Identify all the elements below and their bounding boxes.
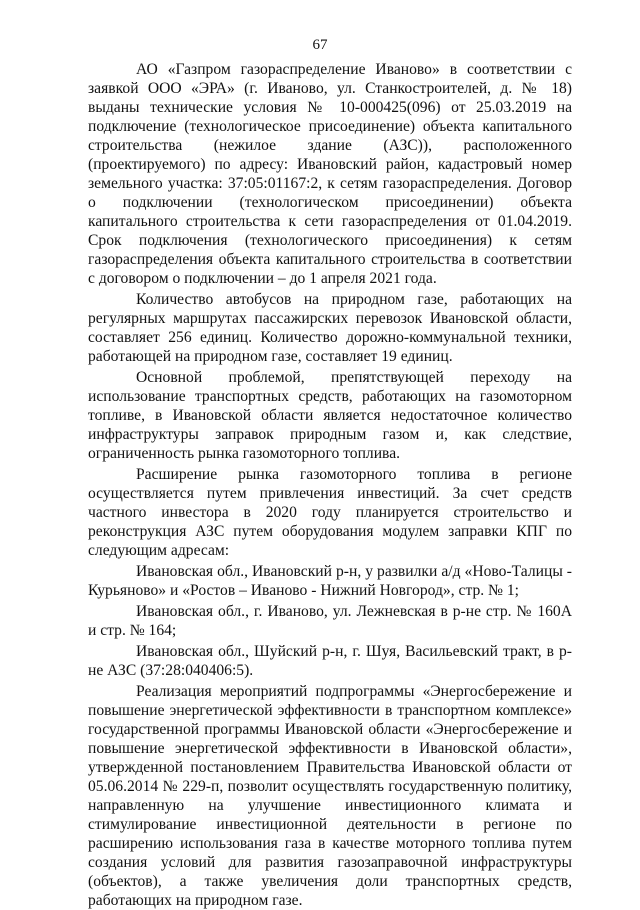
page-number: 67: [312, 37, 328, 53]
paragraph-gas-buses-count: Количество автобусов на природном газе, работающих на регулярных маршрутах пассажирских перевозок Ивановской области, составляет 256 единиц. Количество дорожно-коммунальной техники, работающей на природном газе, составляет 19 единиц.: [88, 291, 572, 365]
paragraph-subprogram-implementation: Реализация мероприятий подпрограммы «Энергосбережение и повышение энергетической эффективности в транспортном комплексе» государственной программы Ивановской области «Энергосбережение и повышение энергетической эффективности в Ивановской области», утвержденной постановлением Правительства Ивановской области от 05.06.2014 № 229-п, позволит осуществлять государственную политику, направленную на улучшение инвестиционного климата и стимулирование инвестиционной деятельности в регионе по расширению использования газа в качестве моторного топлива путем создания условий для развития газозаправочной инфраструктуры (объектов), а также увеличения доли транспортных средств, работающих на природном газе.: [88, 683, 572, 909]
paragraph-gas-connection-conditions: АО «Газпром газораспределение Иваново» в соответствии с заявкой ООО «ЭРА» (г. Иваново, ул. Станкостроителей, д. № 18) выданы технические условия № 10-000425(096) от 25.03.2019 на подключение (технологическое присоединение) объекта капитального строительства (нежилое здание (АЗС)), расположенного (проектируемого) по адресу: Ивановский район, кадастровый номер земельного участка: 37:05:01167:2, к сетям газораспределения. Договор о подключении (технологическом присоединении) объекта капитального строительства к сети газораспределения от 01.04.2019. Срок подключения (технологического присоединения) к сетям газораспределения объекта капитального строительства в соответствии с договором о подключении – до 1 апреля 2021 года.: [88, 61, 572, 287]
paragraph-address-1: Ивановская обл., Ивановский р-н, у развилки а/д «Ново-Талицы - Курьяново» и «Ростов – Иваново - Нижний Новгород», стр. № 1;: [88, 563, 572, 599]
paragraph-address-2: Ивановская обл., г. Иваново, ул. Лежневская в р-не стр. № 160А и стр. № 164;: [88, 603, 572, 639]
paragraph-market-expansion: Расширение рынка газомоторного топлива в регионе осуществляется путем привлечения инвестиций. За счет средств частного инвестора в 2020 году планируется строительство и реконструкция АЗС путем оборудования модулем заправки КПГ по следующим адресам:: [88, 466, 572, 559]
document-body: [88, 60, 572, 910]
paragraph-main-problem: Основной проблемой, препятствующей переходу на использование транспортных средств, работающих на газомоторном топливе, в Ивановской области является недостаточное количество инфраструктуры заправок природным газом и, как следствие, ограниченность рынка газомоторного топлива.: [88, 369, 572, 462]
paragraph-address-3: Ивановская обл., Шуйский р-н, г. Шуя, Васильевский тракт, в р-не АЗС (37:28:040406:5).: [88, 643, 572, 679]
